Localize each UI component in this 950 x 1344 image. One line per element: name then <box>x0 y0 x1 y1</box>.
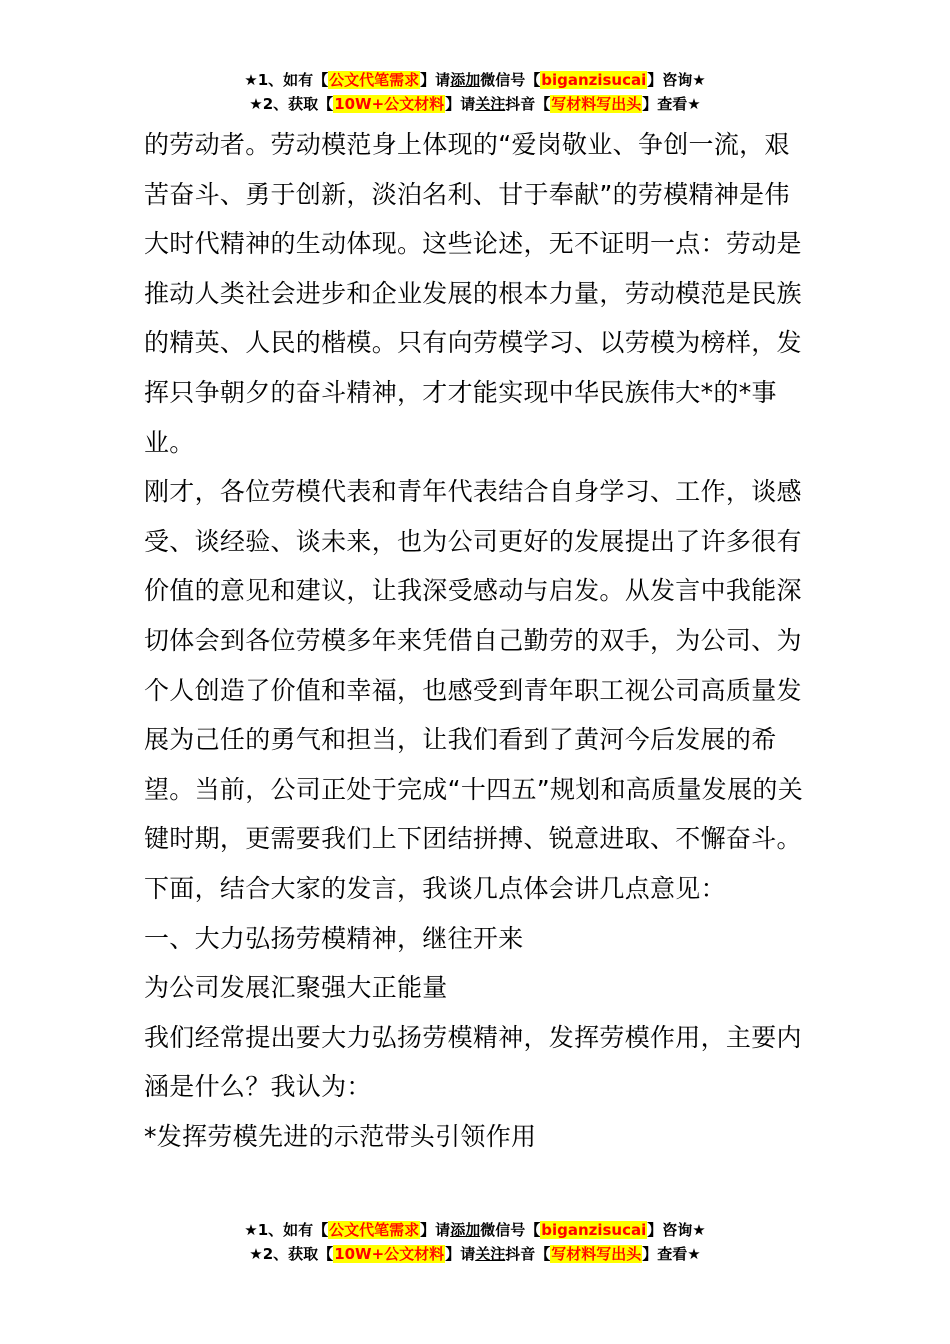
banner-line-1: ★1、如有【公文代笔需求】请添加微信号【biganzisucai】咨询★ <box>244 71 706 89</box>
highlight-wechat-id: biganzisucai <box>541 1221 647 1239</box>
banner-line-1: ★1、如有【公文代笔需求】请添加微信号【biganzisucai】咨询★ <box>244 1221 706 1239</box>
highlight-douyin-account: 写材料写出头 <box>551 95 642 113</box>
section-heading: 一、大力弘扬劳模精神，继往开来 <box>144 923 524 953</box>
header-banner <box>0 68 950 116</box>
sub-point: *发挥劳模先进的示范带头引领作用 <box>144 1121 537 1151</box>
footer-banner <box>0 1218 950 1266</box>
highlight-service: 公文代笔需求 <box>329 1221 420 1239</box>
highlight-materials: 10W+公文材料 <box>334 95 445 113</box>
highlight-materials: 10W+公文材料 <box>334 1245 445 1263</box>
document-body <box>144 120 810 1161</box>
paragraph: 我们经常提出要大力弘扬劳模精神，发挥劳模作用，主要内涵是什么？我认为： <box>144 1022 802 1102</box>
banner-line-2: ★2、获取【10W+公文材料】请关注抖音【写材料写出头】查看★ <box>249 1245 701 1263</box>
highlight-wechat-id: biganzisucai <box>541 71 647 89</box>
paragraph: 的劳动者。劳动模范身上体现的“爱岗敬业、争创一流，艰苦奋斗、勇于创新，淡泊名利、甘于奉献”的劳模精神是伟大时代精神的生动体现。这些论述，无不证明一点：劳动是推动人类社会进步和企业发展的根本力量，劳动模范是民族的精英、人民的楷模。只有向劳模学习、以劳模为榜样，发挥只争朝夕的奋斗精神，才才能实现中华民族伟大*的*事业。 <box>144 130 802 457</box>
highlight-douyin-account: 写材料写出头 <box>551 1245 642 1263</box>
paragraph: 刚才，各位劳模代表和青年代表结合自身学习、工作，谈感受、谈经验、谈未来，也为公司更好的发展提出了许多很有价值的意见和建议，让我深受感动与启发。从发言中我能深切体会到各位劳模多年来凭借自己勤劳的双手，为公司、为个人创造了价值和幸福，也感受到青年职工视公司高质量发展为己任的勇气和担当，让我们看到了黄河今后发展的希望。当前，公司正处于完成“十四五”规划和高质量发展的关键时期，更需要我们上下团结拼搏、锐意进取、不懈奋斗。下面，结合大家的发言，我谈几点体会讲几点意见： <box>144 477 804 903</box>
section-subheading: 为公司发展汇聚强大正能量 <box>144 973 448 1003</box>
highlight-service: 公文代笔需求 <box>329 71 420 89</box>
banner-line-2: ★2、获取【10W+公文材料】请关注抖音【写材料写出头】查看★ <box>249 95 701 113</box>
